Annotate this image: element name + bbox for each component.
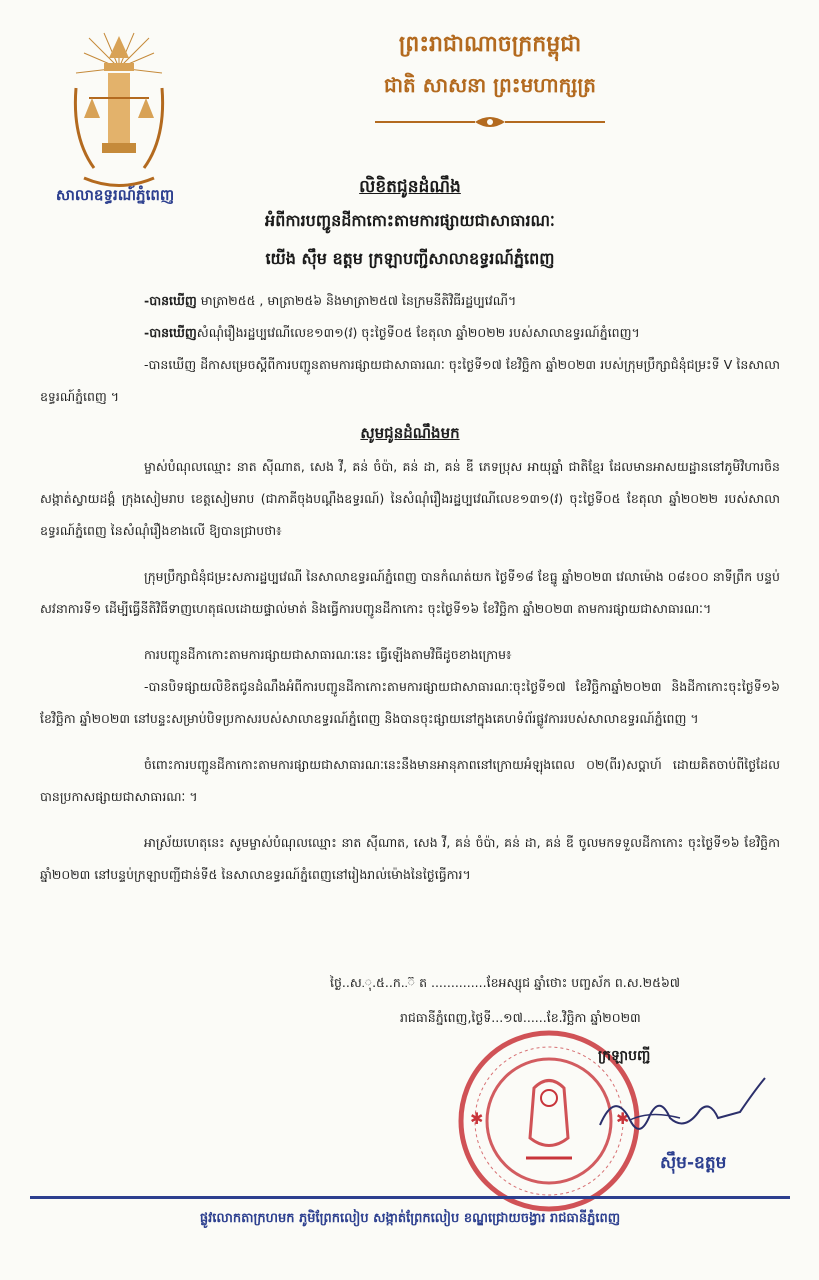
issuer-line: យើង ស៊ឹម ឧត្តម ក្រឡាបញ្ជីសាលាឧទ្ធរណ៍ភ្នំពេញ: [265, 249, 555, 268]
document-type-title: លិខិតជូនដំណឹង: [359, 177, 461, 197]
kingdom-heading: ព្រះរាជាណាចក្រកម្ពុជា: [398, 32, 582, 57]
seen-clause-2: -បានឃើញសំណុំរឿងរដ្ឋប្បវេណីលេខ១៣១(វ) ចុះថ្ងៃទី០៥ ខែតុលា ឆ្នាំ២០២២ របស់សាលាឧទ្ធរណ៍ភ្នំពេញ។: [144, 325, 640, 340]
seen-clause-1: -បានឃើញ មាត្រា២៥៥ , មាត្រា២៥៦ និងមាត្រា២៥៧ នៃក្រមនីតិវិធីរដ្ឋប្បវេណី។: [144, 293, 517, 308]
handwritten-signature-icon: [590, 1070, 780, 1150]
paragraph-effect: ចំពោះការបញ្ជូនដីកាកោះតាមការផ្សាយជាសាធារណៈនេះនឹងមានអានុភាពនៅក្រោយអំឡុងពេល ០២(ពីរ)សប្តាហ៍ ដោយគិតចាប់ពីថ្ងៃដែលបានប្រកាសផ្សាយជាសាធារណៈ ។: [40, 757, 780, 804]
paragraph-method: ការបញ្ជូនដីកាកោះតាមការផ្សាយជាសាធារណៈនេះ ធ្វើឡើងតាមវិធីដូចខាងក្រោម៖: [144, 647, 512, 662]
svg-text:✱: ✱: [616, 1109, 630, 1128]
paragraph-creditors: ម្ចាស់បំណុលឈ្មោះ នាត ស៊ីណាត, សេង វី, គន់ ចំប៉ា, គន់ ដា, គន់ ឌី ភេទប្រុស អាយុឆ្នាំ ជាតិខ្មែរ ដែលមានអាសយដ្ឋាននៅភូមិវិហារចិន សង្កាត់ស្វាយដង្គំ ក្រុងសៀមរាប ខេត្តសៀមរាប (ជាភាគីចុងបណ្តឹងឧទ្ធរណ៍) នៃសំណុំរឿងរដ្ឋប្បវេណីលេខ១៣១(វ) ចុះថ្ងៃទី០៥ ខែតុលា ឆ្នាំ២០២២ របស់សាលាឧទ្ធរណ៍ភ្នំពេញ នៃសំណុំរឿងខាងលើ ឱ្យបានជ្រាបថា៖: [40, 459, 780, 538]
footer-divider: [30, 1196, 790, 1199]
paragraph-request: អាស្រ័យហេតុនេះ សូមម្ចាស់បំណុលឈ្មោះ នាត ស៊ីណាត, សេង វី, គន់ ចំប៉ា, គន់ ដា, គន់ ឌី ចូលមកទទួលដីកាកោះ ចុះថ្ងៃទី១៦ ខែវិច្ឆិកា ឆ្នាំ២០២៣ នៅបន្ទប់ក្រឡាបញ្ជីជាន់ទី៥ នៃសាលាឧទ្ធរណ៍ភ្នំពេញនៅរៀងរាល់ម៉ោងនៃថ្ងៃធ្វើការ។: [40, 835, 780, 882]
court-name: សាលាឧទ្ធរណ៍ភ្នំពេញ: [55, 186, 175, 204]
lunar-date-line: ថ្ងៃ..ស.ុ.៥..ក..៊ ត ..............ខែអស្សុជ ឆ្នាំថោះ បញ្ចស័ក ព.ស.២៥៦៧: [330, 975, 681, 990]
notice-heading: សូមជូនដំណឹងមក: [360, 424, 460, 442]
signer-name: ស៊ឹម-ឧត្តម: [660, 1153, 727, 1173]
svg-text:✱: ✱: [470, 1109, 484, 1128]
place-date-line: រាជធានីភ្នំពេញ,ថ្ងៃទី...១៧......ខែ.វិច្ឆិកា ឆ្នាំ២០២៣: [400, 1010, 641, 1025]
ornament-divider-icon: [370, 112, 610, 132]
document-body: [40, 285, 780, 891]
paragraph-posting: -បានបិទផ្សាយលិខិតជូនដំណឹងអំពីការបញ្ជូនដីកាកោះតាមការផ្សាយជាសាធារណៈចុះថ្ងៃទី១៧ ខែវិច្ឆិកាឆ្នាំ២០២៣ និងដីកាកោះចុះថ្ងៃទី១៦ ខែវិច្ឆិកា ឆ្នាំ២០២៣ នៅបន្ទះសម្រាប់បិទប្រកាសរបស់សាលាឧទ្ធរណ៍ភ្នំពេញ និងបានចុះផ្សាយនៅក្នុងគេហទំព័រផ្លូវការរបស់សាលាឧទ្ធរណ៍ភ្នំពេញ ។: [40, 679, 780, 726]
court-emblem-icon: [64, 28, 174, 193]
seen-clause-3: -បានឃើញ ដីកាសម្រេចស្តីពីការបញ្ជូនតាមការផ្សាយជាសាធារណៈ ចុះថ្ងៃទី១៧ ខែវិច្ឆិកា ឆ្នាំ២០២៣ របស់ក្រុមប្រឹក្សាជំនុំជម្រះទី V នៃសាលាឧទ្ធរណ៍ភ្នំពេញ ។: [40, 357, 780, 404]
national-motto: ជាតិ សាសនា ព្រះមហាក្សត្រ: [384, 73, 596, 97]
signatory-title: ក្រឡាបញ្ជី: [598, 1048, 651, 1064]
footer-address: ផ្លូវលោកតាក្រហមក ភូមិព្រែកលៀប សង្កាត់ព្រែកលៀប ខណ្ឌជ្រោយចង្វារ រាជធានីភ្នំពេញ: [199, 1211, 621, 1226]
document-subject: អំពីការបញ្ជូនដីកាកោះតាមការផ្សាយជាសាធារណៈ: [265, 211, 555, 230]
paragraph-hearing: ក្រុមប្រឹក្សាជំនុំជម្រះសភារដ្ឋប្បវេណី នៃសាលាឧទ្ធរណ៍ភ្នំពេញ បានកំណត់យក ថ្ងៃទី១៨ ខែធ្នូ ឆ្នាំ២០២៣ វេលាម៉ោង ០៨៖០០ នាទីព្រឹក បន្ទប់សវនាការទី១ ដើម្បីធ្វើនីតិវិធីទាញហេតុផលដោយផ្ទាល់មាត់ និងធ្វើការបញ្ជូនដីកាកោះ ចុះថ្ងៃទី១៦ ខែវិច្ឆិកា ឆ្នាំ២០២៣ តាមការផ្សាយជាសាធារណៈ។: [40, 569, 780, 616]
